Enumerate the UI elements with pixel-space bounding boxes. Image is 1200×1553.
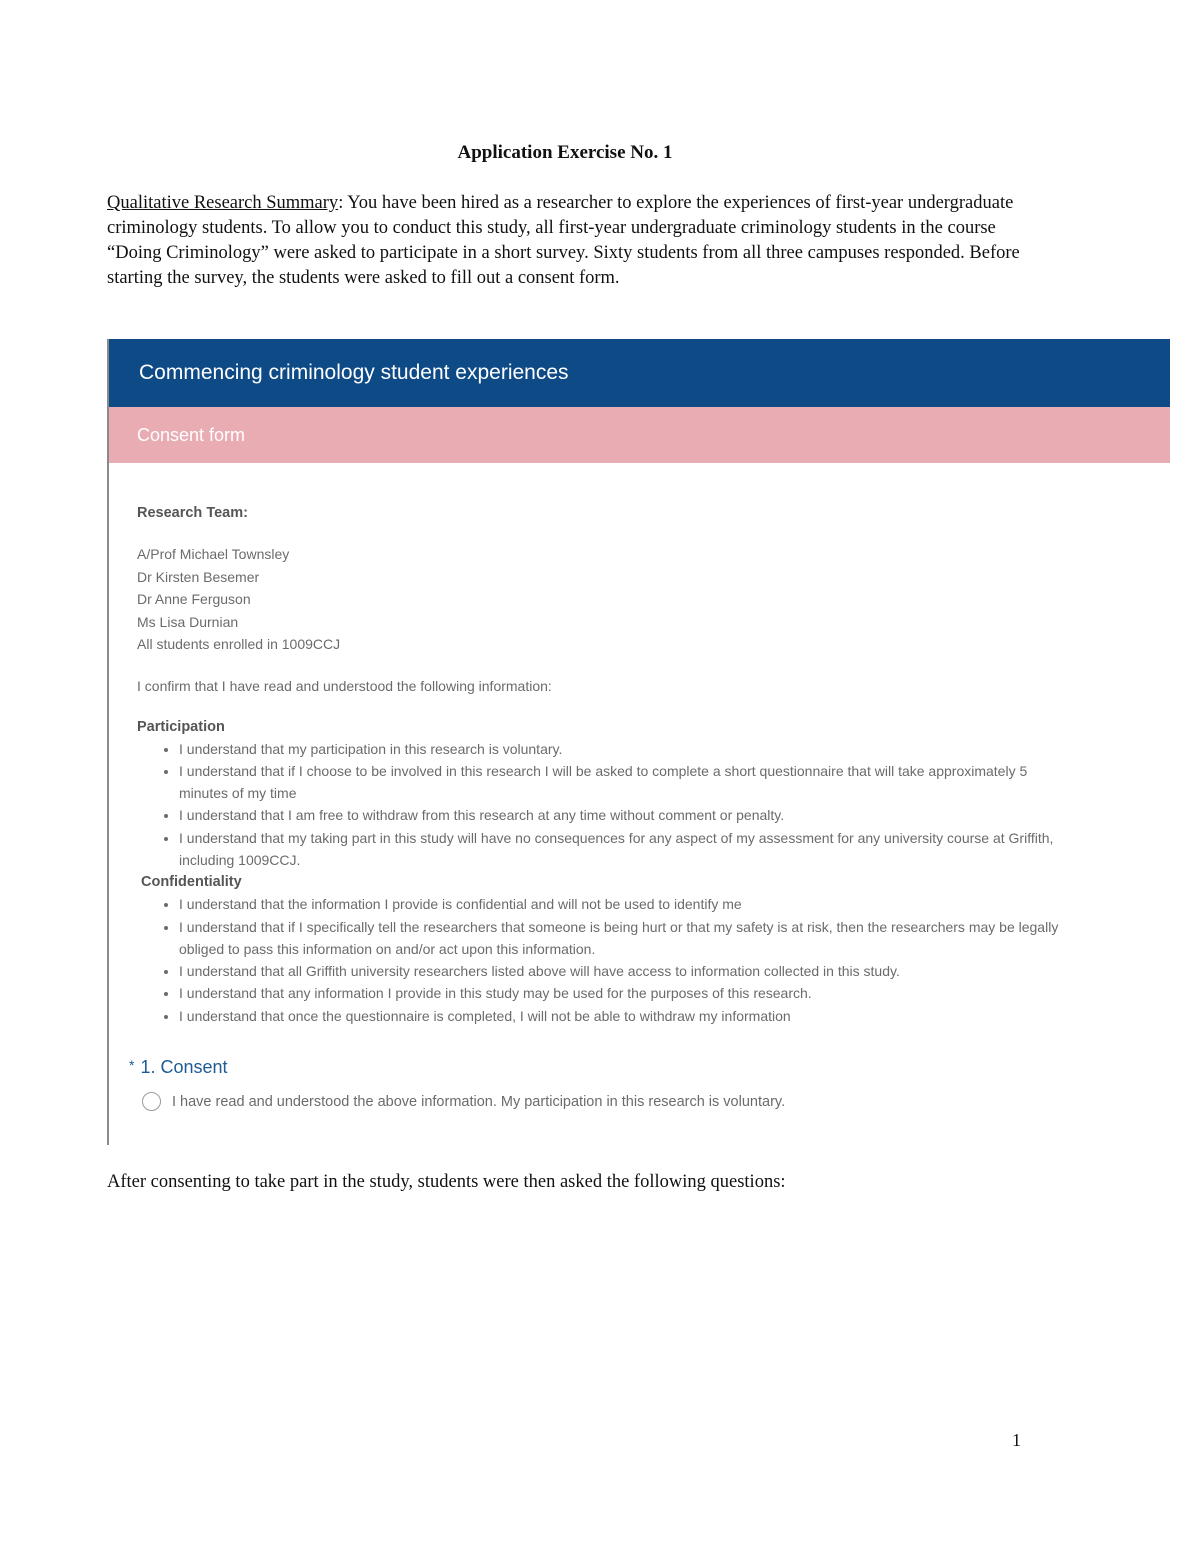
- intro-paragraph: [107, 191, 1037, 291]
- research-team-list: [137, 543, 1170, 656]
- confidentiality-item: • I understand that if I specifically tell the researchers that someone is being hurt or that my safety is at risk, then the researchers may be legally obliged to pass this information on and/or act upon this information.: [179, 916, 1080, 961]
- research-team-heading: Research Team:: [137, 505, 248, 521]
- required-asterisk: *: [129, 1057, 135, 1074]
- radio-button[interactable]: [142, 1092, 161, 1111]
- consent-question: [129, 1057, 1170, 1078]
- team-member: Dr Kirsten Besemer: [137, 568, 260, 585]
- participation-heading: Participation: [137, 718, 225, 735]
- participation-item: • I understand that if I choose to be involved in this research I will be asked to complete a short questionnaire that will take approximately 5 minutes of my time: [179, 760, 1080, 805]
- intro-text: : You have been hired as a researcher to explore the experiences of first-year undergraduate criminology students. To allow you to conduct this study, all first-year undergraduate criminology students in the course “Doing Criminology” were asked to participate in a short survey. Sixty students from all three campuses responded. Before starting the survey, the students were asked to fill out a consent form.: [107, 193, 1020, 288]
- confidentiality-item: • I understand that all Griffith university researchers listed above will have access to information collected in this study.: [179, 960, 1080, 982]
- confirm-text: I confirm that I have read and understood the following information:: [137, 677, 552, 694]
- confidentiality-list: [137, 893, 1170, 1027]
- form-body: [109, 463, 1170, 1111]
- team-member: Dr Anne Ferguson: [137, 591, 251, 607]
- page-number: 1: [1012, 1430, 1021, 1450]
- page-title: Application Exercise No. 1: [457, 142, 673, 163]
- team-member: Ms Lisa Durnian: [137, 613, 239, 630]
- confidentiality-item: • I understand that once the questionnaire is completed, I will not be able to withdraw my information: [179, 1005, 1080, 1027]
- survey-header: Commencing criminology student experiences: [109, 339, 1170, 407]
- participation-item: • I understand that my participation in this research is voluntary.: [179, 738, 1080, 760]
- participation-list: [137, 738, 1170, 872]
- consent-option-label: I have read and understood the above information. My participation in this research is voluntary.: [172, 1093, 786, 1110]
- consent-form-bar: Consent form: [109, 407, 1170, 463]
- question-label: 1. Consent: [140, 1057, 228, 1078]
- participation-item: • I understand that I am free to withdraw from this research at any time without comment or penalty.: [179, 804, 1080, 826]
- team-member: All students enrolled in 1009CCJ: [137, 636, 341, 652]
- confidentiality-item: • I understand that the information I provide is confidential and will not be used to identify me: [179, 893, 1080, 915]
- survey-screenshot: [107, 339, 1170, 1145]
- consent-option[interactable]: [137, 1092, 1170, 1111]
- participation-item: • I understand that my taking part in this study will have no consequences for any aspect of my assessment for any university course at Griffith, including 1009CCJ.: [179, 827, 1080, 872]
- after-paragraph: After consenting to take part in the study, students were then asked the following questions:: [107, 1172, 786, 1192]
- confidentiality-item: • I understand that any information I provide in this study may be used for the purposes of this research.: [179, 982, 1080, 1004]
- team-member: A/Prof Michael Townsley: [137, 546, 290, 562]
- intro-lead: Qualitative Research Summary: [107, 193, 339, 213]
- confidentiality-heading: Confidentiality: [141, 874, 242, 891]
